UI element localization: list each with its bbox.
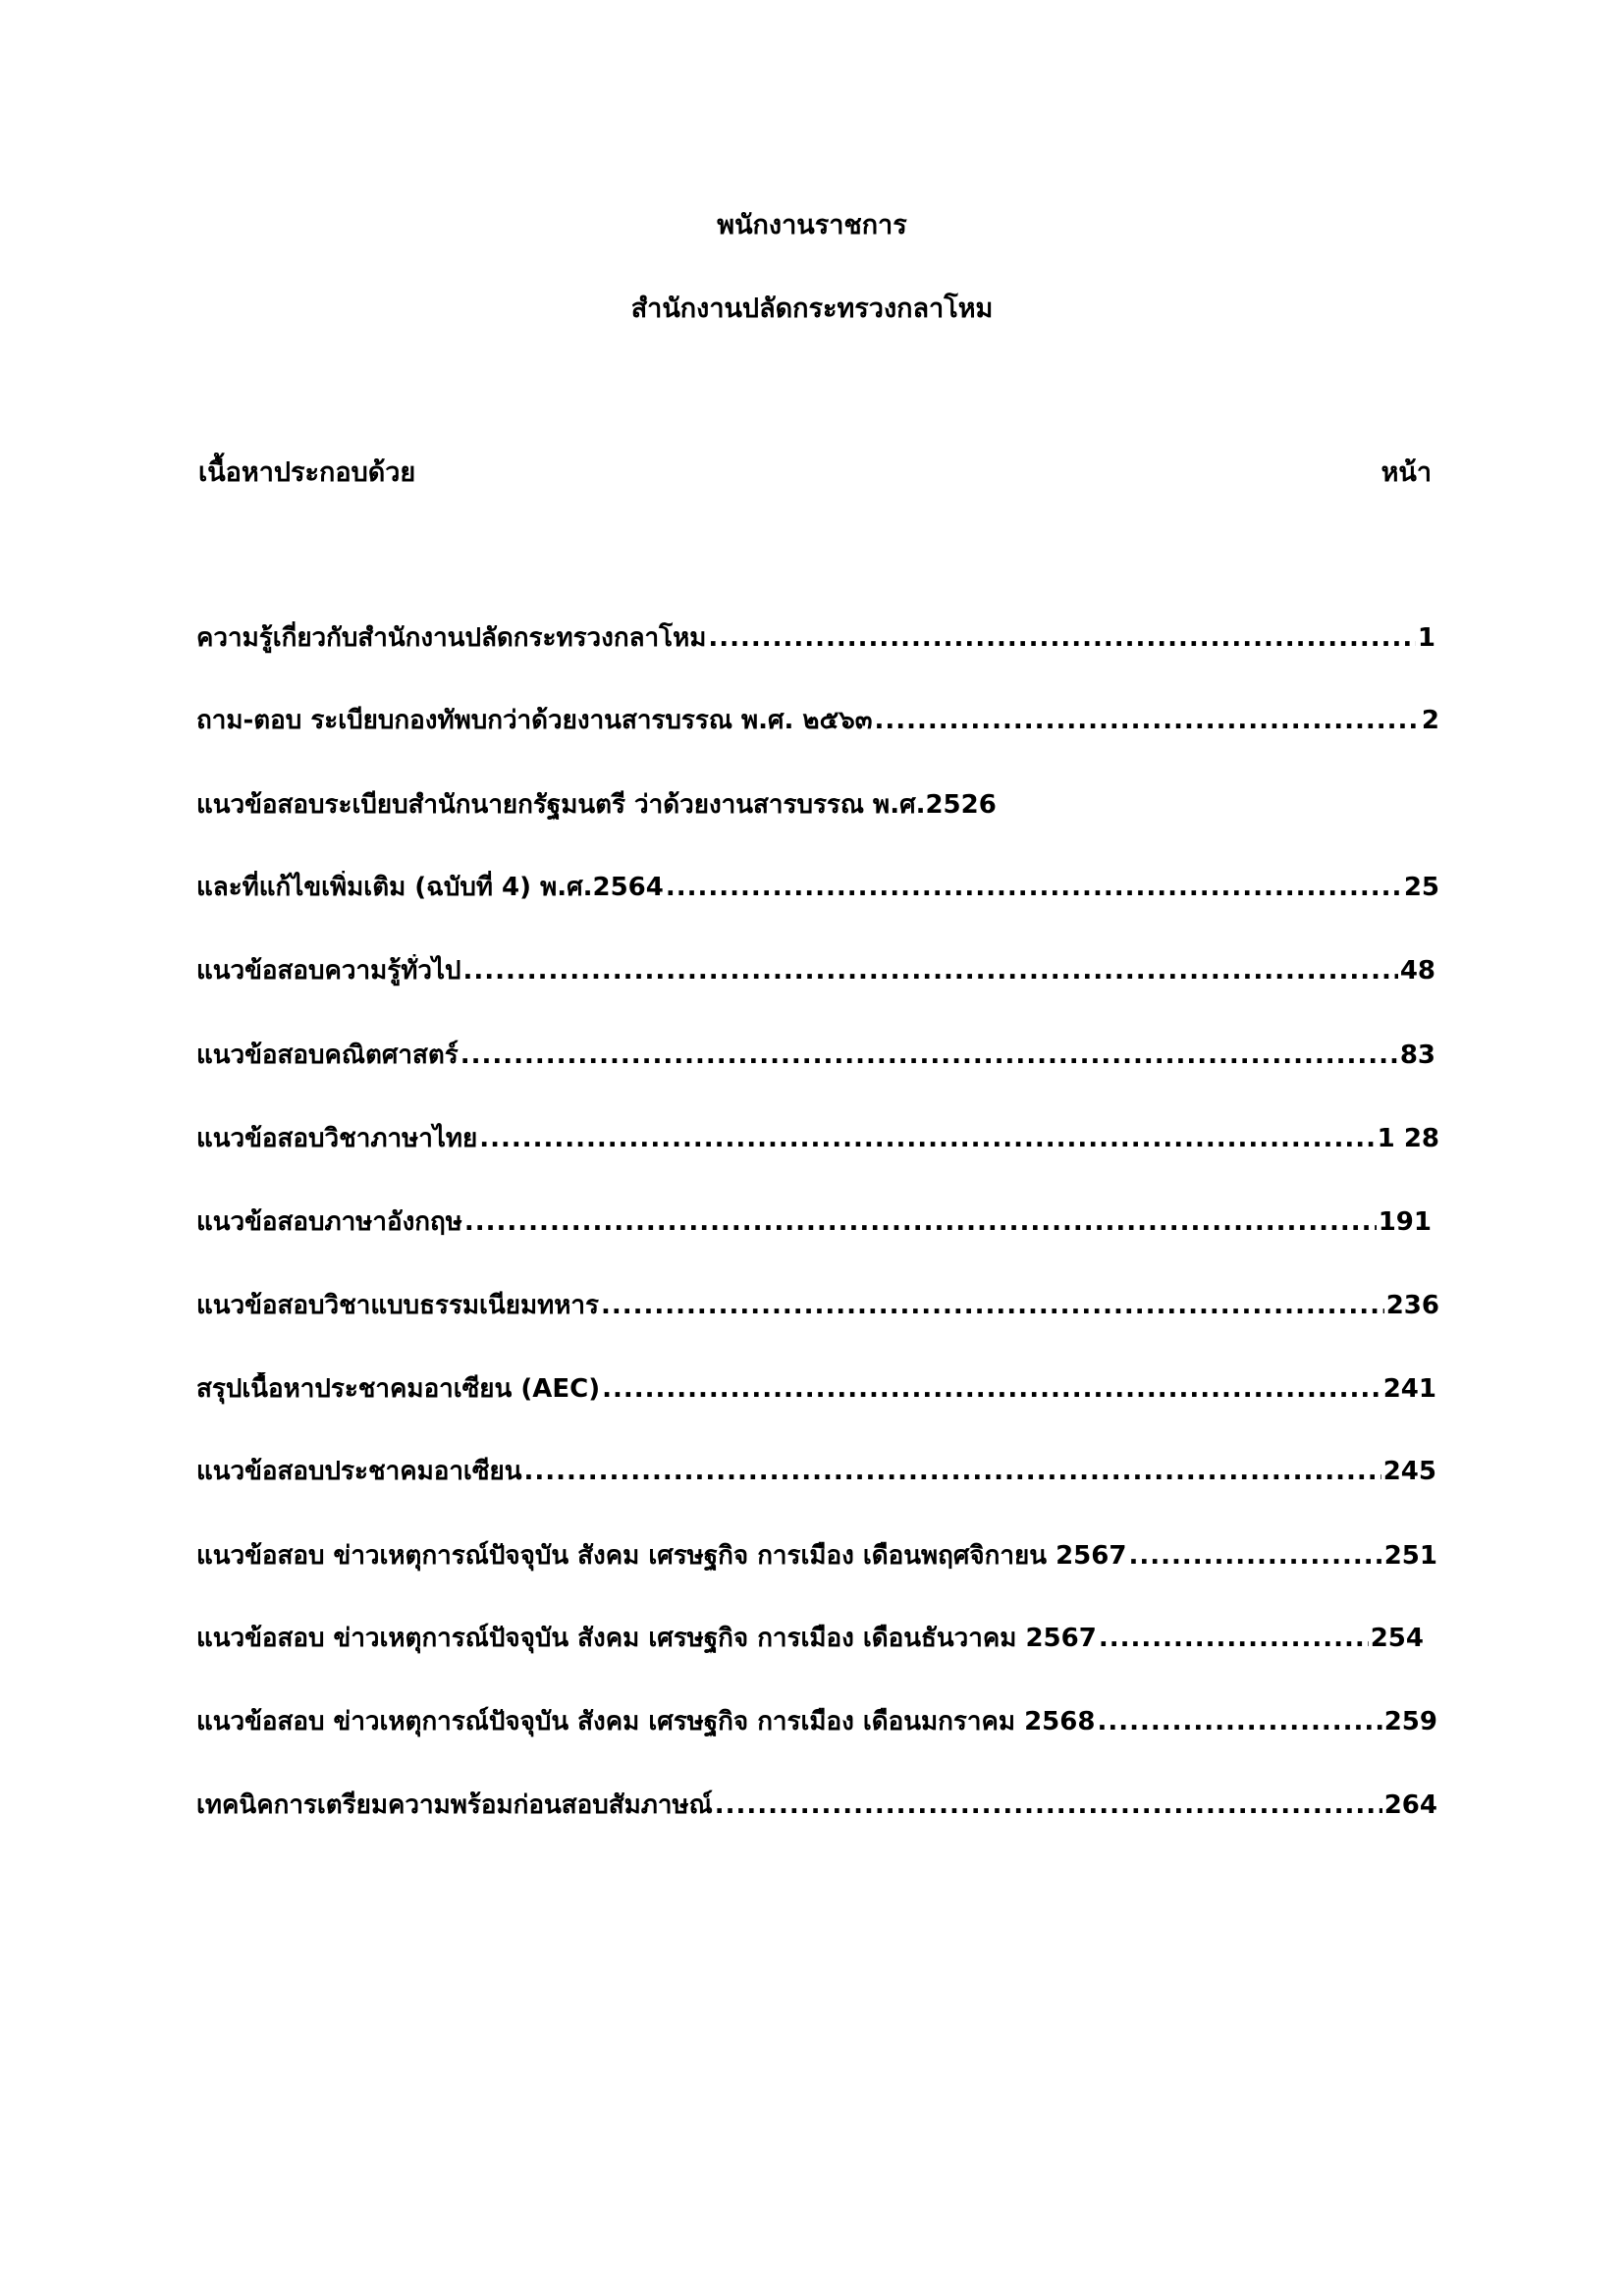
toc-entry-text: แนวข้อสอบวิชาแบบธรรมเนียมทหาร — [196, 1291, 599, 1320]
toc-entry — [196, 1539, 1437, 1573]
toc-entry-page: 48 — [1399, 956, 1435, 986]
toc-entry — [196, 621, 1435, 655]
toc-dot-leader — [1099, 1622, 1369, 1655]
contents-heading: เนื้อหาประกอบด้วย — [198, 457, 416, 488]
toc-entry — [196, 1289, 1439, 1322]
toc-entry-page: 191 — [1378, 1207, 1432, 1237]
toc-entry-text: ถาม-ตอบ ระเบียบกองทัพบกว่าด้วยงานสารบรรณ พ.ศ. ๒๕๖๓ — [196, 706, 873, 735]
toc-entry-text: แนวข้อสอบความรู้ทั่วไป — [196, 956, 461, 986]
toc-dot-leader — [715, 1789, 1382, 1822]
toc-entry-page: 83 — [1399, 1041, 1435, 1070]
toc-entry-page: 259 — [1383, 1707, 1437, 1736]
toc-dot-leader — [875, 704, 1420, 737]
toc-entry-text: แนวข้อสอบ ข่าวเหตุการณ์ปัจจุบัน สังคม เศรษฐกิจ การเมือง เดือนมกราคม 2568 — [196, 1707, 1096, 1736]
toc-dot-leader — [1097, 1705, 1381, 1738]
toc-entry-page: 2 — [1421, 706, 1439, 735]
toc-entry — [196, 1789, 1437, 1822]
toc-entry — [196, 1622, 1424, 1655]
toc-entry-text: แนวข้อสอบคณิตศาสตร์ — [196, 1041, 459, 1070]
toc-dot-leader — [464, 1205, 1377, 1239]
toc-entry-text: แนวข้อสอบประชาคมอาเซียน — [196, 1457, 522, 1486]
toc-entry-page: 264 — [1383, 1790, 1437, 1820]
toc-entry — [196, 704, 1439, 737]
toc-entry-page: 251 — [1383, 1541, 1437, 1571]
document-title: พนักงานราชการ — [717, 210, 907, 240]
toc-entry-page: 1 28 — [1377, 1124, 1439, 1153]
toc-entry-page: 241 — [1382, 1374, 1436, 1404]
toc-entry-page: 236 — [1385, 1291, 1439, 1320]
toc-entry — [196, 1205, 1432, 1239]
page-column-heading: หน้า — [1380, 457, 1432, 488]
toc-dot-leader — [601, 1289, 1384, 1322]
toc-dot-leader — [463, 954, 1398, 988]
toc-entry — [196, 1705, 1437, 1738]
toc-entry-page: 1 — [1417, 623, 1435, 653]
toc-entry — [196, 1455, 1436, 1488]
toc-dot-leader — [666, 871, 1402, 904]
toc-entry-text: เทคนิคการเตรียมความพร้อมก่อนสอบสัมภาษณ์ — [196, 1790, 713, 1820]
toc-dot-leader — [523, 1455, 1380, 1488]
toc-entry-text: แนวข้อสอบ ข่าวเหตุการณ์ปัจจุบัน สังคม เศรษฐกิจ การเมือง เดือนธันวาคม 2567 — [196, 1624, 1097, 1653]
toc-entry-page: 245 — [1382, 1457, 1436, 1486]
document-subtitle: สำนักงานปลัดกระทรวงกลาโหม — [630, 294, 994, 324]
toc-entry-text: แนวข้อสอบภาษาอังกฤษ — [196, 1207, 462, 1237]
toc-dot-leader — [479, 1122, 1375, 1155]
toc-entry — [196, 954, 1435, 988]
toc-entry — [196, 871, 1439, 904]
toc-entry — [196, 1122, 1439, 1155]
toc-entry-text: แนวข้อสอบระเบียบสำนักนายกรัฐมนตรี ว่าด้วยงานสารบรรณ พ.ศ.2526 — [196, 790, 997, 820]
toc-entry-text: แนวข้อสอบ ข่าวเหตุการณ์ปัจจุบัน สังคม เศรษฐกิจ การเมือง เดือนพฤศจิกายน 2567 — [196, 1541, 1127, 1571]
toc-dot-leader — [1128, 1539, 1381, 1573]
toc-entry — [196, 788, 997, 822]
toc-entry — [196, 1039, 1435, 1072]
toc-entry-text: ความรู้เกี่ยวกับสำนักงานปลัดกระทรวงกลาโหม — [196, 623, 707, 653]
toc-dot-leader — [460, 1039, 1398, 1072]
toc-dot-leader — [602, 1372, 1381, 1406]
toc-entry-text: แนวข้อสอบวิชาภาษาไทย — [196, 1124, 478, 1153]
toc-entry-text: สรุปเนื้อหาประชาคมอาเซียน (AEC) — [196, 1374, 601, 1404]
toc-entry-page: 254 — [1370, 1624, 1424, 1653]
toc-entry-page: 25 — [1403, 873, 1439, 902]
toc-dot-leader — [708, 621, 1416, 655]
toc-entry-text: และที่แก้ไขเพิ่มเติม (ฉบับที่ 4) พ.ศ.2564 — [196, 873, 664, 902]
toc-entry — [196, 1372, 1436, 1406]
